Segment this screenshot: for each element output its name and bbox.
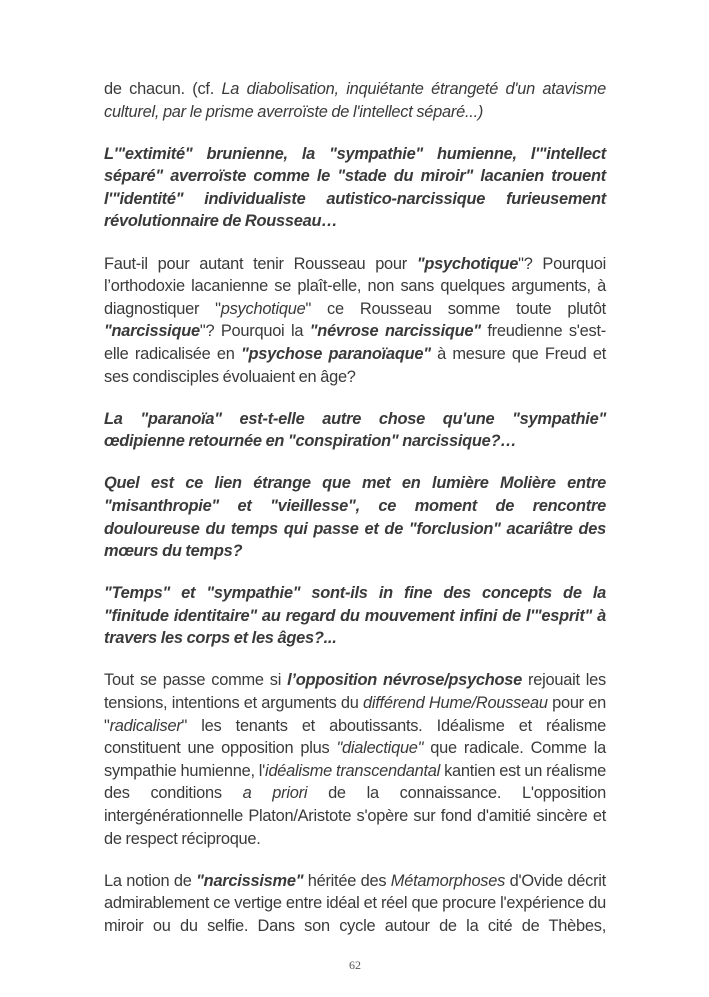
text-run: à mesure que Freud et ses condisciples évoluaient en âge? (104, 344, 607, 386)
text-run: La notion de (104, 871, 197, 890)
text-run: " les tenants et aboutissants. Idéalisme et réalisme constituent une opposition plus (104, 716, 606, 758)
text-run: héritée des (303, 871, 391, 890)
text-run: rejouait les tensions, intentions et arguments du (104, 671, 606, 713)
text-run: "Temps" et "sympathie" sont-ils in fine des concepts de la "finitude identitaire" au regard du mouvement infini de l'"esprit" à travers les corps et les âges?... (104, 584, 606, 648)
paragraph (104, 669, 606, 850)
text-run: "névrose narcissique" (309, 322, 481, 341)
text-run: La diabolisation, inquiétante étrangeté d'un atavisme culturel, par le prisme averroïste de l'intellect séparé...) (104, 80, 607, 121)
text-run: Quel est ce lien étrange que met en lumière Molière entre "misanthropie" et "vieillesse", ce moment de rencontre douloureuse du temps qui passe et de "forclusion" acariâtre des mœurs du temps? (104, 474, 606, 561)
text-run: Faut-il pour autant tenir Rousseau pour (104, 254, 417, 273)
text-run: "dialectique" (336, 739, 424, 758)
text-run: L'"extimité" brunienne, la "sympathie" humienne, l'"intellect séparé" averroïste comme le "stade du miroir" lacanien trouent l'"identité" individualiste autistico-narcissique furieusement révolutionnaire de Rousseau… (104, 144, 606, 231)
text-run: psychotique (220, 299, 306, 318)
paragraph (104, 870, 606, 938)
text-run: La "paranoïa" est-t-elle autre chose qu'une "sympathie" œdipienne retournée en "conspiration" narcissique?… (104, 409, 606, 451)
text-run: de chacun. (cf. (104, 80, 222, 98)
text-run: kantien est un réalisme des conditions (104, 761, 607, 803)
page-body (104, 78, 606, 938)
text-run: "? Pourquoi la (199, 322, 310, 341)
text-run: " ce Rousseau somme toute plutôt (305, 299, 606, 318)
text-run: idéalisme transcendantal (265, 761, 441, 780)
text-run: pour en " (104, 694, 606, 735)
paragraph (104, 472, 606, 562)
text-run: que radicale. Comme la sympathie humienne, l' (104, 739, 606, 780)
text-run: Tout se passe comme si (104, 671, 288, 690)
text-run: Métamorphoses (390, 871, 506, 890)
page-sheet (104, 0, 606, 997)
text-run: "? Pourquoi l’orthodoxie lacanienne se plaît-elle, non sans quelques arguments, à diagnostiquer " (104, 254, 607, 318)
paragraph (104, 143, 606, 233)
text-run: de la connaissance. L'opposition intergénérationnelle Platon/Aristote s'opère sur fond d'amitié sincère et de respect réciproque. (104, 784, 607, 848)
paragraph (104, 253, 606, 389)
text-run: "narcissisme" (196, 871, 304, 890)
text-run: l’opposition névrose/psychose (287, 671, 523, 690)
text-run: "psychose paranoïaque" (241, 344, 431, 363)
paragraph (104, 582, 606, 650)
text-run: a priori (242, 784, 308, 803)
text-run: "psychotique (416, 254, 519, 273)
paragraph (104, 408, 606, 453)
text-run: "narcissique (104, 322, 200, 341)
paragraph (104, 78, 606, 123)
text-run: différend Hume/Rousseau (362, 694, 548, 713)
text-run: freudienne s'est-elle radicalisée en (104, 322, 606, 363)
text-run: radicaliser (109, 716, 182, 735)
text-run: d'Ovide décrit admirablement ce vertige entre idéal et réel que procure l'expérience du miroir ou du selfie. Dans son cycle autour de la cité de Thèbes, (104, 871, 606, 935)
page-number: 62 (349, 958, 361, 972)
